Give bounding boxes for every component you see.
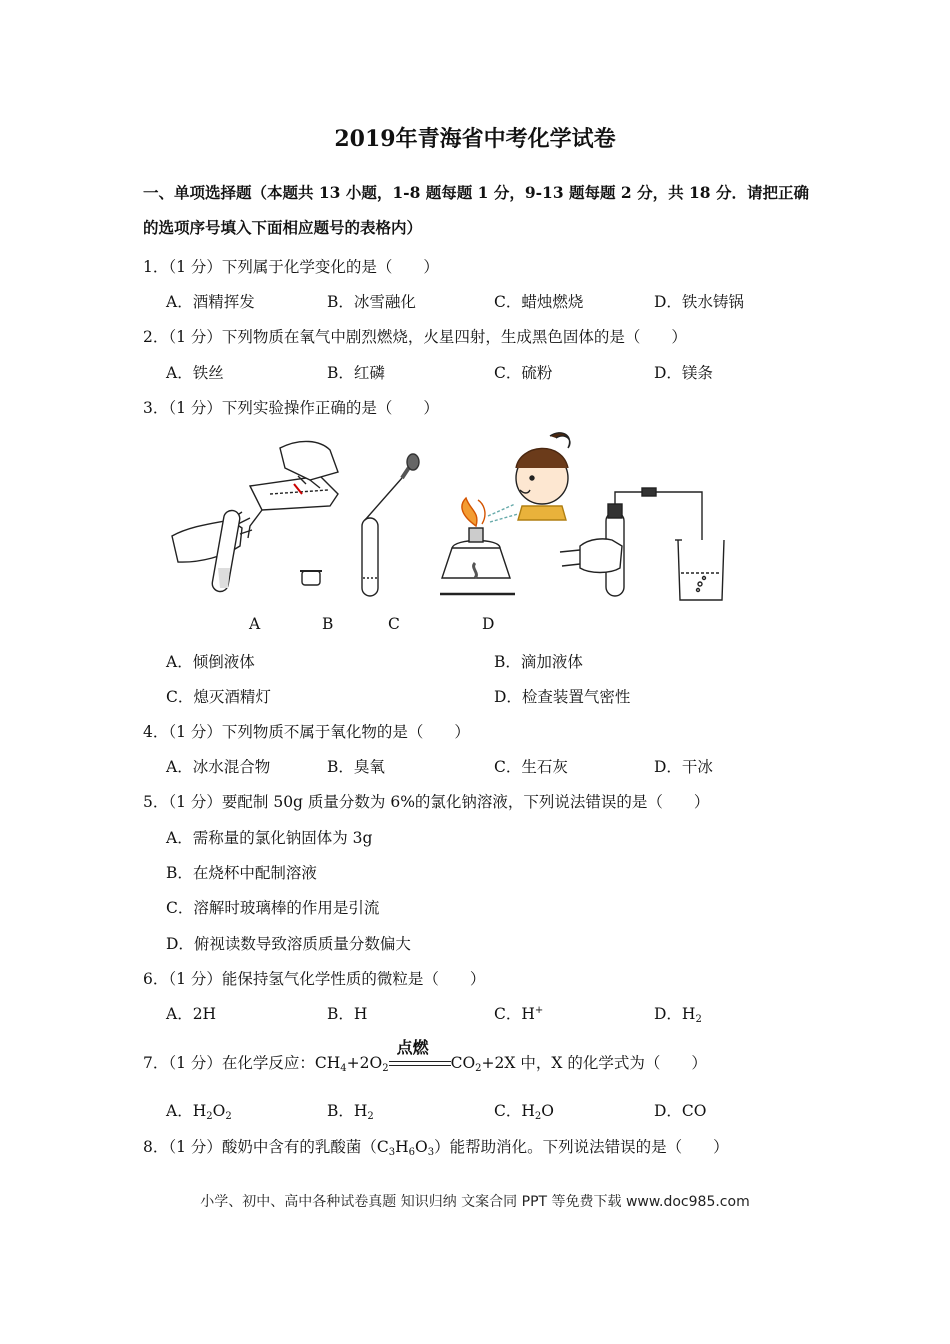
figure-label-b: B	[322, 615, 334, 633]
reaction-arrow	[389, 1038, 451, 1071]
question-7-stem: 7．（1 分）在化学反应：$CH_4+2O_2$ 点燃 $CO_2+2X$ 中，X 的化学式为（ ）	[143, 1051, 707, 1074]
q2-option-c: C．硫粉	[494, 364, 553, 382]
dropper-figure	[362, 454, 419, 596]
q6-option-d: D．$H_2$	[654, 1005, 702, 1025]
q1-option-d: D．铁水铸锅	[654, 293, 744, 311]
lab-operations-illustration	[170, 428, 740, 603]
q2-option-d: D．镁条	[654, 364, 713, 382]
q4-option-a: A．冰水混合物	[166, 758, 271, 776]
q6-option-a: A．2H	[166, 1005, 217, 1023]
alcohol-lamp-figure	[440, 433, 570, 594]
q3-option-a: A．倾倒液体	[166, 653, 255, 671]
q2-option-a: A．铁丝	[166, 364, 224, 382]
question-5-stem: 5．（1 分）要配制 50g 质量分数为 6%的氯化钠溶液，下列说法错误的是（ ）	[143, 793, 710, 811]
q6-option-b: B．H	[327, 1005, 368, 1023]
q1-option-b: B．冰雪融化	[327, 293, 416, 311]
q5-option-a: A．需称量的氯化钠固体为 3g	[166, 829, 373, 847]
q2-option-b: B．红磷	[327, 364, 385, 382]
q7-option-b: B．$H_2$	[327, 1102, 374, 1122]
question-3-stem: 3．（1 分）下列实验操作正确的是（ ）	[143, 399, 439, 417]
figure-label-c: C	[388, 615, 400, 633]
q3-option-d: D．检查装置气密性	[494, 688, 631, 706]
section-heading-line1: 一、单项选择题（本题共 13 小题，1-8 题每题 1 分，9-13 题每题 2 分，共 18 分．请把正确	[143, 183, 809, 202]
q7-option-a: A．$H_2O_2$	[166, 1102, 232, 1122]
q1-option-a: A．酒精挥发	[166, 293, 255, 311]
q5-option-b: B．在烧杯中配制溶液	[166, 864, 317, 882]
q4-option-b: B．臭氧	[327, 758, 385, 776]
figure-label-a: A	[249, 615, 261, 633]
q7-option-c: C．$H_2O$	[494, 1102, 554, 1122]
q3-option-c: C．熄灭酒精灯	[166, 688, 271, 706]
q4-option-d: D．干冰	[654, 758, 713, 776]
page-title: 2019年青海省中考化学试卷	[334, 126, 616, 152]
question-6-stem: 6．（1 分）能保持氢气化学性质的微粒是（ ）	[143, 970, 486, 988]
question-1-stem: 1．（1 分）下列属于化学变化的是（ ）	[143, 258, 439, 276]
section-heading-line2: 的选项序号填入下面相应题号的表格内）	[143, 218, 423, 237]
pouring-liquid-figure	[172, 441, 338, 592]
airtightness-check-figure	[560, 488, 724, 600]
figure-label-d: D	[482, 615, 495, 633]
reaction-condition: 点燃	[396, 1038, 429, 1057]
q4-option-c: C．生石灰	[494, 758, 568, 776]
q7-option-d: D．CO	[654, 1102, 707, 1120]
section-heading	[143, 182, 813, 239]
question-2-stem: 2．（1 分）下列物质在氧气中剧烈燃烧，火星四射，生成黑色固体的是（ ）	[143, 328, 687, 346]
question-8-stem: 8．（1 分）酸奶中含有的乳酸菌$(C_3H_6O_3)$能帮助消化。下列说法错误的是（ ）	[143, 1138, 729, 1158]
q6-option-c: C．H+	[494, 1005, 544, 1023]
q5-option-d: D．俯视读数导致溶质质量分数偏大	[166, 935, 411, 953]
page-footer: 小学、初中、高中各种试卷真题 知识归纳 文案合同 PPT 等免费下载 www.doc985.com	[200, 1194, 750, 1210]
question-4-stem: 4．（1 分）下列物质不属于氧化物的是（ ）	[143, 723, 470, 741]
q3-option-b: B．滴加液体	[494, 653, 583, 671]
q5-option-c: C．溶解时玻璃棒的作用是引流	[166, 899, 380, 917]
q1-option-c: C．蜡烛燃烧	[494, 293, 584, 311]
